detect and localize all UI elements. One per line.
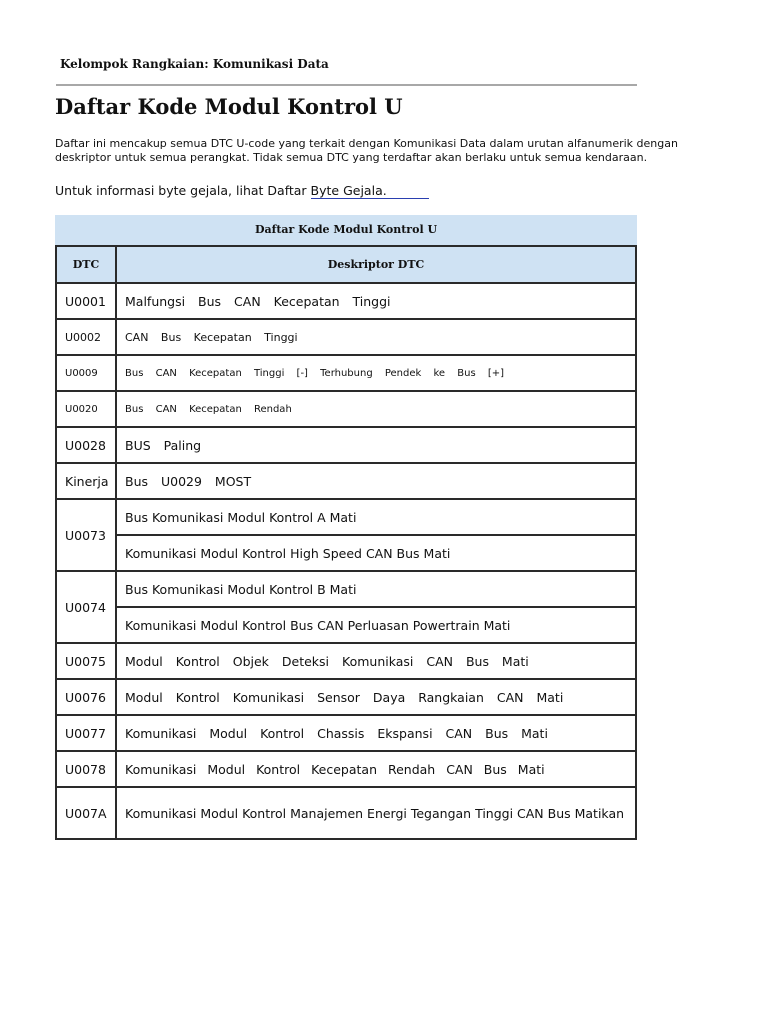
dtc-descriptor: Bus U0029 MOST [116,463,636,499]
table-row [56,463,636,499]
group-label: Kelompok Rangkaian: Komunikasi Data [60,57,329,71]
table-row [56,643,636,679]
column-header-descriptor: Deskriptor DTC [116,246,636,283]
dtc-descriptor: Malfungsi Bus CAN Kecepatan Tinggi [116,283,636,319]
dtc-descriptor: Bus Komunikasi Modul Kontrol B Mati [116,571,636,607]
dtc-descriptor: Komunikasi Modul Kontrol Kecepatan Rendah CAN Bus Mati [116,751,636,787]
page-title: Daftar Kode Modul Kontrol U [55,94,403,119]
column-header-dtc: DTC [56,246,116,283]
table-row [56,787,636,839]
table-row [56,499,636,535]
dtc-descriptor: Komunikasi Modul Kontrol Bus CAN Perluasan Powertrain Mati [116,607,636,643]
info-prefix: Untuk informasi byte gejala, lihat Daftar [55,183,311,198]
dtc-descriptor: Komunikasi Modul Kontrol High Speed CAN Bus Mati [116,535,636,571]
dtc-descriptor: Modul Kontrol Objek Deteksi Komunikasi CAN Bus Mati [116,643,636,679]
dtc-descriptor: Bus Komunikasi Modul Kontrol A Mati [116,499,636,535]
dtc-code: U0002 [56,319,116,355]
dtc-code: U0073 [56,499,116,571]
table-caption: Daftar Kode Modul Kontrol U [55,215,637,245]
dtc-code: U0074 [56,571,116,643]
table-row [56,571,636,607]
dtc-descriptor: BUS Paling [116,427,636,463]
table-row [56,319,636,355]
dtc-descriptor: Modul Kontrol Komunikasi Sensor Daya Rangkaian CAN Mati [116,679,636,715]
dtc-table-container [55,215,637,840]
dtc-code: U0028 [56,427,116,463]
intro-paragraph: Daftar ini mencakup semua DTC U-code yang terkait dengan Komunikasi Data dalam urutan alfanumerik dengan deskriptor untuk semua perangkat. Tidak semua DTC yang terdaftar akan berlaku untuk semua kendaraan. [55,137,678,164]
table-row [56,355,636,391]
dtc-code: U0020 [56,391,116,427]
dtc-descriptor: Bus CAN Kecepatan Rendah [116,391,636,427]
dtc-descriptor: CAN Bus Kecepatan Tinggi [116,319,636,355]
dtc-code: U0075 [56,643,116,679]
dtc-code: U0078 [56,751,116,787]
table-row [56,391,636,427]
dtc-code: U0077 [56,715,116,751]
table-row [56,283,636,319]
dtc-descriptor: Komunikasi Modul Kontrol Chassis Ekspansi CAN Bus Mati [116,715,636,751]
symptom-byte-link[interactable]: Byte Gejala. [311,183,429,199]
table-row [56,715,636,751]
dtc-descriptor: Komunikasi Modul Kontrol Manajemen Energi Tegangan Tinggi CAN Bus Matikan [116,787,636,839]
table-row [56,751,636,787]
dtc-code: U007A [56,787,116,839]
table-row [56,535,636,571]
header-divider [56,84,637,86]
table-row [56,427,636,463]
dtc-table [55,245,637,840]
dtc-code: Kinerja [56,463,116,499]
dtc-code: U0001 [56,283,116,319]
dtc-descriptor: Bus CAN Kecepatan Tinggi [-] Terhubung Pendek ke Bus [+] [116,355,636,391]
dtc-code: U0076 [56,679,116,715]
table-row [56,607,636,643]
dtc-code: U0009 [56,355,116,391]
table-row [56,679,636,715]
table-header-row [56,246,636,283]
info-line [55,183,429,198]
